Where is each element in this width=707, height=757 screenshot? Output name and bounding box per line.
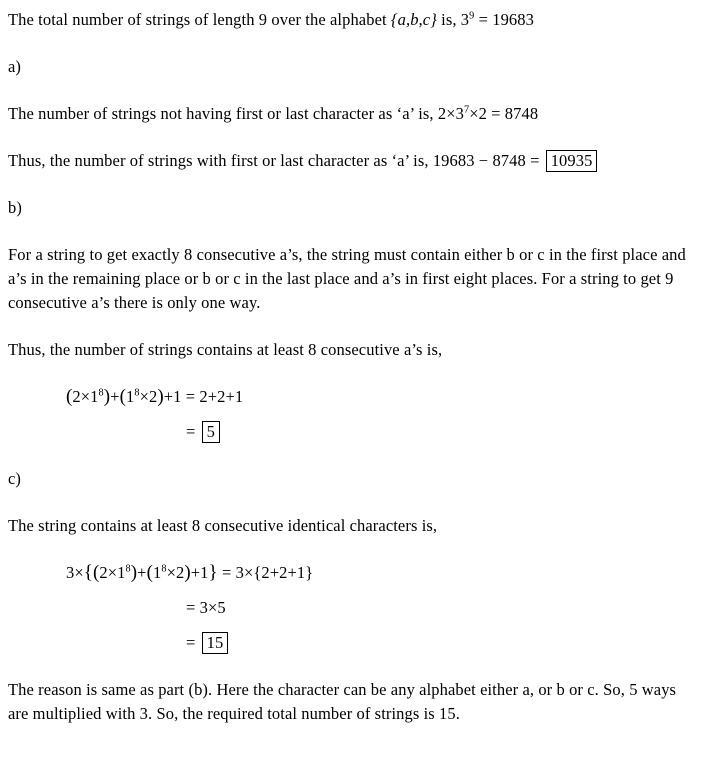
part-b-lead-in [8,338,697,362]
text-segment: + [110,387,120,406]
text-segment: ×2 [166,563,185,582]
text-segment: +1 = 2+2+1 [163,387,244,406]
part-a-label [8,55,697,79]
exponent: 8 [125,563,131,575]
part-a-count-line [8,102,697,126]
text-segment: b) [8,198,22,217]
part-b-formula [8,385,697,409]
text-segment: a) [8,57,22,76]
part-b-label [8,196,697,220]
exponent: 9 [469,10,475,22]
math-bracket: ( [119,386,126,407]
exponent: 8 [98,387,104,399]
math-bracket: ) [130,562,138,583]
text-segment: 1 [152,563,162,582]
math-bracket: } [208,562,218,583]
text-segment: + [137,563,147,582]
text-segment: The reason is same as part (b). Here the character can be any alphabet either a, or b or c. So, 5 ways are multiplied with 3. So, the required total number of strings is 15. [8,680,677,723]
text-segment: 2×1 [99,563,126,582]
text-segment: The total number of strings of length 9 over the alphabet [8,10,391,29]
text-segment: = 3×{2+2+1} [217,563,314,582]
math-bracket: ( [92,562,100,583]
text-segment: Thus, the number of strings with first or last character as ‘a’ is, 19683 − 8748 = [8,151,544,170]
part-c-lead-in [8,514,697,538]
exponent: 8 [134,387,140,399]
part-b-result [8,420,697,444]
math-bracket: ( [66,386,73,407]
exponent: 8 [161,563,167,575]
text-segment: The string contains at least 8 consecutive identical characters is, [8,516,438,535]
boxed-answer: 15 [202,632,229,654]
solution-document [8,8,697,726]
text-segment: The number of strings not having first or last character as ‘a’ is, 2×3 [8,104,464,123]
text-segment: 1 [126,387,135,406]
part-c-result [8,631,697,655]
math-bracket: ) [184,562,191,583]
math-bracket: ( [146,562,153,583]
part-c-label [8,467,697,491]
math-variable: {a,b,c} [390,10,437,29]
text-segment: ×2 [139,387,158,406]
total-strings-line [8,8,697,32]
text-segment: 2×1 [72,387,99,406]
text-segment: For a string to get exactly 8 consecutive a’s, the string must contain either b or c in the first place and a’s in the remaining place or b or c in the last place and a’s in first eight places. For a string to get 9 consecutive a’s there is only one way. [8,245,686,312]
part-b-explanation [8,243,697,315]
part-c-formula [8,561,697,585]
boxed-answer: 5 [202,421,220,443]
text-segment: = 3×5 [186,598,226,617]
text-segment: = 19683 [474,10,534,29]
math-bracket: { [83,562,93,583]
text-segment: c) [8,469,22,488]
text-segment: +1 [190,563,209,582]
exponent: 7 [463,104,470,116]
text-segment: = [186,633,200,652]
boxed-answer: 10935 [546,150,598,172]
part-a-answer-line [8,149,697,173]
text-segment: ×2 = 8748 [469,104,539,123]
text-segment: 3× [66,563,84,582]
text-segment: is, 3 [436,10,470,29]
text-segment: Thus, the number of strings contains at least 8 consecutive a’s is, [8,340,443,359]
math-bracket: ) [103,386,111,407]
document-body [8,8,697,726]
math-bracket: ) [157,386,164,407]
part-c-explanation [8,678,697,726]
part-c-step [8,596,697,620]
text-segment: = [186,422,200,441]
